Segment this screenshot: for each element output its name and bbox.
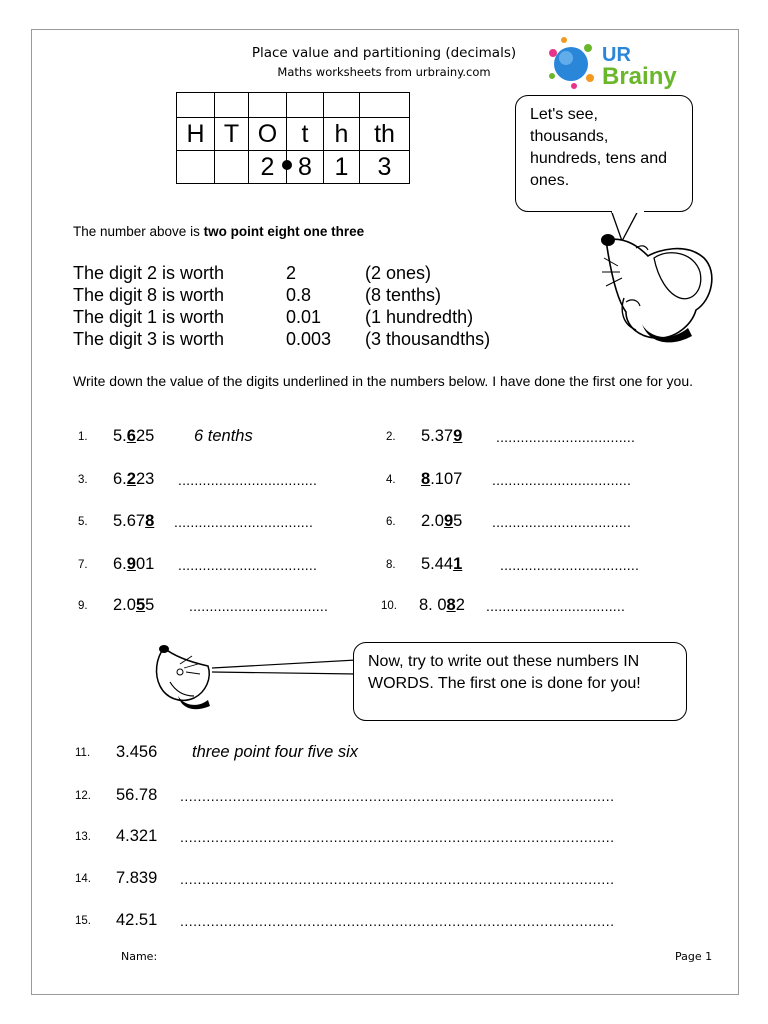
pv-header-o: O [249,118,287,151]
question-value: 7.839 [116,869,158,887]
answer-line[interactable]: .................................. [496,429,636,445]
answer-line[interactable]: ................................................................................................... [180,829,615,845]
question-value: 2.095 [421,512,463,530]
speech-bubble-middle: Now, try to write out these numbers IN WORDS. The first one is done for you! [353,642,687,721]
pv-digit-hundredths: 1 [324,151,360,184]
pv-header-h: H [177,118,215,151]
question-value: 5.441 [421,555,463,573]
question-number: 4. [386,474,396,486]
question-value: 8. 082 [419,596,465,614]
worth-value: 0.003 [286,329,332,349]
worth-note: (8 tenths) [365,285,442,305]
question-number: 15. [75,915,91,927]
pv-digit-o: 2 [249,151,287,184]
answer-line[interactable]: ................................................................................................... [180,913,615,929]
question-value: 4.321 [116,827,158,845]
worth-value: 0.8 [286,285,312,305]
question-number: 6. [386,516,396,528]
worth-note: (3 thousandths) [365,329,491,349]
answer-text: three point four five six [192,743,358,761]
place-value-table [176,92,410,184]
question-number: 8. [386,559,396,571]
mouse-character-icon [596,228,720,346]
pv-header-thousandths: th [360,118,410,151]
question-number: 5. [78,516,88,528]
answer-line[interactable]: .................................. [492,514,632,530]
pv-digit-tenths: 8 [287,151,324,184]
answer-line[interactable]: ................................................................................................... [180,871,615,887]
answer-line[interactable]: .................................. [178,472,318,488]
mouse-pointer-icon [150,642,360,712]
question-value: 5.379 [421,427,463,445]
question-number: 14. [75,873,91,885]
answer-line[interactable]: ................................................................................................... [180,788,615,804]
question-number: 2. [386,431,396,443]
answer-line[interactable]: .................................. [174,514,314,530]
question-number: 9. [78,600,88,612]
worth-row: The digit 2 is worth [73,263,225,283]
logo-text-top: UR [602,44,631,66]
pv-digit-h [177,151,215,184]
pv-header-t: T [215,118,249,151]
intro-text: The number above is two point eight one three [73,224,365,239]
worth-row: The digit 3 is worth [73,329,225,349]
pv-digit-thousandths: 3 [360,151,410,184]
answer-line[interactable]: .................................. [492,472,632,488]
question-number: 11. [75,747,91,759]
question-number: 3. [78,474,88,486]
speech-bubble-top: Let's see, thousands, hundreds, tens and ones. [515,95,693,212]
question-value: 5.678 [113,512,155,530]
answer-line[interactable]: .................................. [189,598,329,614]
worth-note: (2 ones) [365,263,432,283]
instruction-text: Write down the value of the digits underlined in the numbers below. I have done the first one for you. [73,373,694,389]
page-number: Page 1 [675,950,713,963]
question-number: 12. [75,790,91,802]
page-title: Place value and partitioning (decimals) [251,45,517,61]
answer-line[interactable]: .................................. [500,557,640,573]
question-value: 6.223 [113,470,155,488]
urbrainy-logo [544,34,692,92]
answer-line[interactable]: .................................. [178,557,318,573]
worth-value: 2 [286,263,297,283]
question-value: 8.107 [421,470,463,488]
question-value: 2.055 [113,596,155,614]
logo-text-bottom: Brainy [602,63,677,90]
answer-line[interactable]: .................................. [486,598,626,614]
answer-text: 6 tenths [194,427,253,445]
question-number: 1. [78,431,88,443]
pv-digit-t [215,151,249,184]
page-subtitle: Maths worksheets from urbrainy.com [277,65,491,79]
worth-value: 0.01 [286,307,322,327]
pv-header-tenths: t [287,118,324,151]
question-value: 3.456 [116,743,158,761]
question-value: 6.901 [113,555,155,573]
question-value: 5.625 [113,427,155,445]
worth-row: The digit 1 is worth [73,307,225,327]
question-number: 13. [75,831,91,843]
decimal-point-dot [282,160,292,170]
worth-row: The digit 8 is worth [73,285,225,305]
question-value: 56.78 [116,786,158,804]
question-value: 42.51 [116,911,158,929]
question-number: 7. [78,559,88,571]
question-number: 10. [381,600,397,612]
pv-header-hundredths: h [324,118,360,151]
worth-note: (1 hundredth) [365,307,474,327]
name-label: Name: [121,950,158,963]
